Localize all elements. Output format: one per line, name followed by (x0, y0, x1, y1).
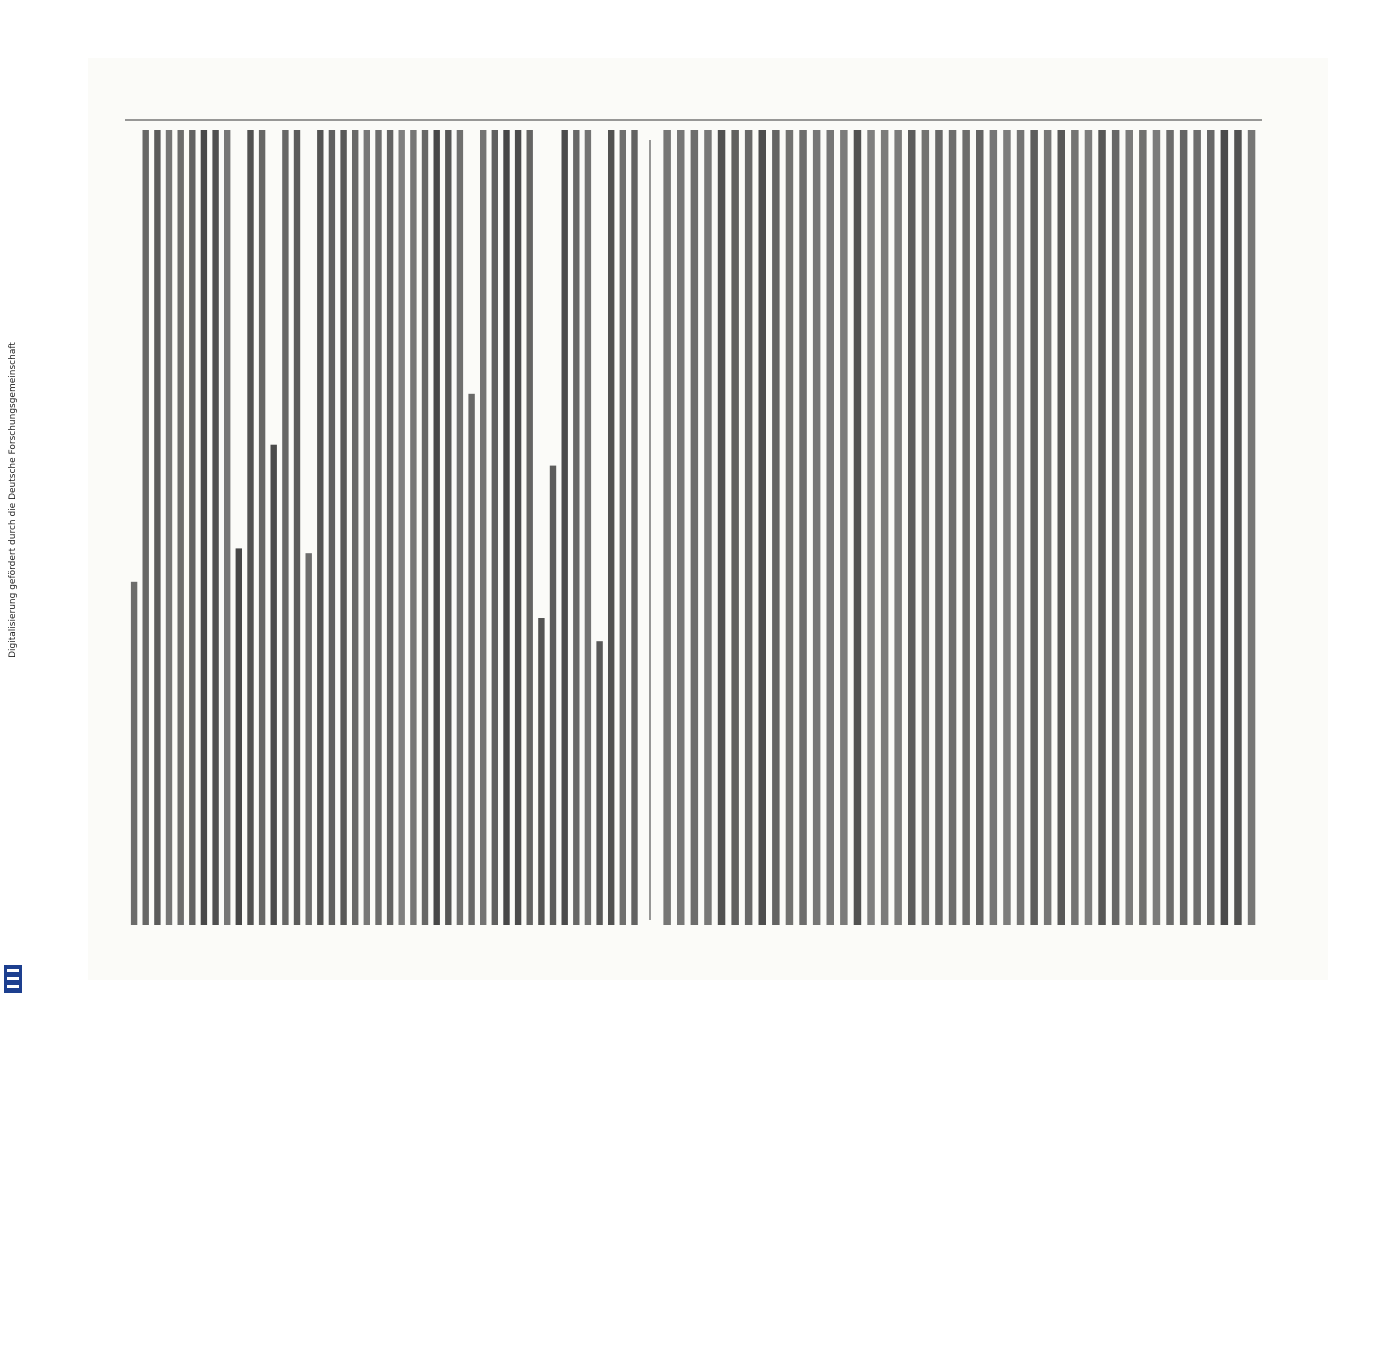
text-line (631, 130, 637, 925)
text-line (294, 130, 300, 925)
text-line (468, 394, 474, 925)
text-line (166, 130, 172, 925)
text-line (608, 130, 614, 925)
text-line (340, 130, 346, 925)
text-line (445, 130, 451, 925)
text-line (562, 130, 568, 925)
text-line (306, 553, 312, 925)
text-line (201, 130, 207, 925)
text-line (143, 130, 149, 925)
text-line (434, 130, 440, 925)
text-line (131, 582, 137, 925)
text-line (457, 130, 463, 925)
text-line (154, 130, 160, 925)
text-line (538, 618, 544, 925)
text-line (480, 130, 486, 925)
text-line (271, 445, 277, 925)
left-column (131, 130, 638, 925)
text-line (387, 130, 393, 925)
text-line (259, 130, 265, 925)
running-head (684, 0, 713, 1350)
text-line (189, 130, 195, 925)
running-head-wrapper (698, 500, 1397, 529)
text-line (585, 130, 591, 925)
text-line (596, 641, 602, 925)
text-line (422, 130, 428, 925)
text-line (224, 130, 230, 925)
text-line (399, 130, 405, 925)
text-line (663, 130, 671, 925)
digitization-strip (0, 0, 26, 1000)
text-line (236, 548, 242, 925)
text-line (282, 130, 288, 925)
text-line (364, 130, 370, 925)
text-line (329, 130, 335, 925)
text-line (212, 130, 218, 925)
text-line (178, 130, 184, 925)
dfg-logo (3, 964, 23, 994)
text-line (317, 130, 323, 925)
text-line (550, 466, 556, 925)
text-line (410, 130, 416, 925)
text-line (492, 130, 498, 925)
text-line (515, 130, 521, 925)
text-line (352, 130, 358, 925)
text-line (573, 130, 579, 925)
digitization-credit: Digitalisierung gefördert durch die Deutsche Forschungsgemeinschaft (8, 342, 18, 658)
text-line (527, 130, 533, 925)
text-line (375, 130, 381, 925)
text-line (247, 130, 253, 925)
text-line (620, 130, 626, 925)
text-line (503, 130, 509, 925)
